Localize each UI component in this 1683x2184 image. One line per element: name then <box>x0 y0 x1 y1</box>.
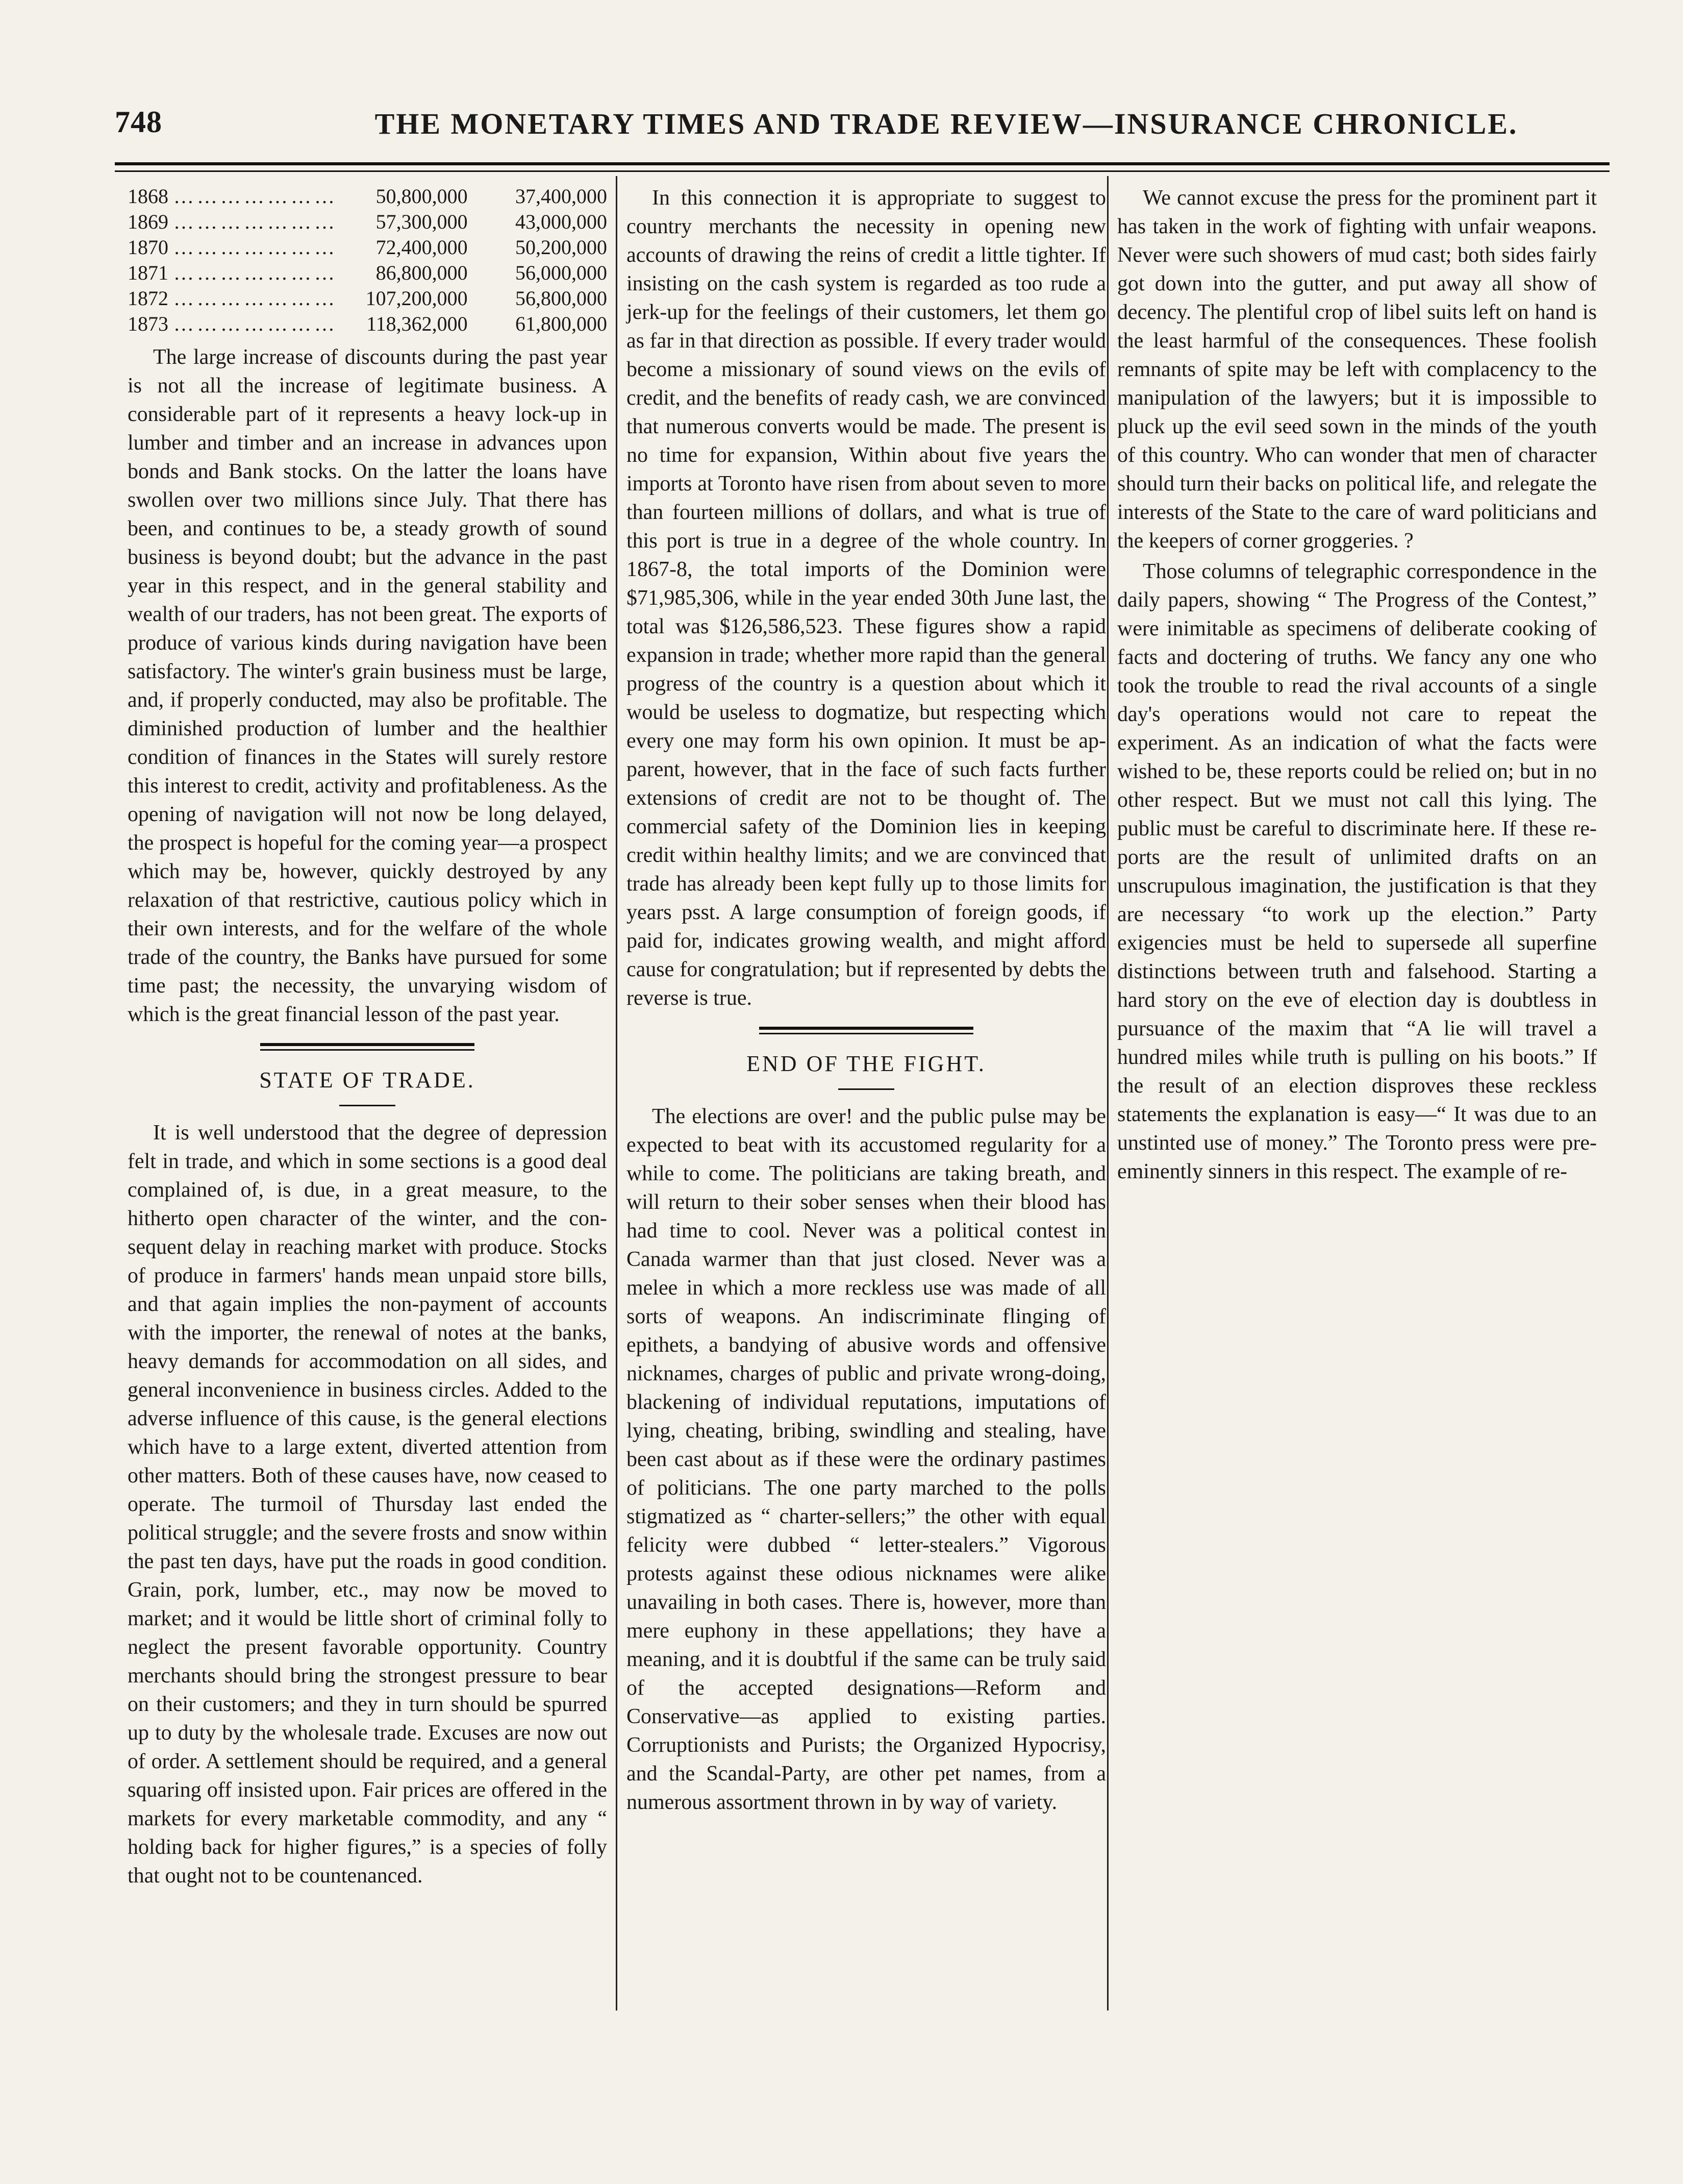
article-paragraph: We cannot excuse the press for the prominent part it has taken in the work of fighting with unfair weapons. Never were such showers of mud cast; both sides fairly got down into the gutter, and put away all show of decency. The plentiful crop of libel suits left on hand is the least harmful of the consequences. These foolish remnants of spite may be left with complacency to the manipulation of the lawyers; but it is impossible to pluck up the evil seed sown in the minds of the youth of this country. Who can wonder that men of character should turn their backs on political life, and relegate the interests of the State to the care of ward politicians and the keepers of corner groggeries. ? <box>1117 186 1597 553</box>
table-value-2: 50,200,000 <box>515 236 607 259</box>
table-value-2: 37,400,000 <box>515 185 607 208</box>
column-3 <box>1117 184 1597 1186</box>
table-value-1: 118,362,000 <box>366 312 468 335</box>
column-divider-1 <box>616 176 617 2011</box>
running-title: THE MONETARY TIMES AND TRADE REVIEW—INSURANCE CHRONICLE. <box>374 107 1518 140</box>
section-title-end-of-the-fight: END OF THE FIGHT. <box>746 1051 986 1076</box>
table-value-1: 107,200,000 <box>365 287 468 310</box>
table-value-2: 56,800,000 <box>515 287 607 310</box>
table-year: 1869 <box>128 210 168 233</box>
table-value-1: 50,800,000 <box>375 185 468 208</box>
table-row <box>128 235 607 260</box>
table-year: 1870 <box>128 236 168 259</box>
title-rule <box>838 1088 894 1090</box>
leader-dots: ………………… <box>173 287 338 310</box>
column-1 <box>128 184 607 1890</box>
leader-dots: ………………… <box>173 210 338 233</box>
article-paragraph: The large increase of discounts during the past year is not all the increase of legitimate business. A considerable part of it represents a heavy lock-up in lumber and timber and an increase in advances upon bonds and Bank stocks. On the latter the loans have swollen over two millions since July. That there has been, and continues to be, a steady growth of sound business is beyond doubt; but the advance in the past year in this respect, and in the general stability and wealth of our traders, has not been great. The exports of produce of various kinds during navigation have been satisfactory. The winter's grain business must be large, and, if properly conducted, may also be profitable. The diminished production of lumber and the healthier condition of finances in the States will surely restore this interest to credit, activity and profitableness. As the opening of navigation will not now be long delayed, the prospect is hopeful for the coming year—a prospect which may be, however, quickly destroyed by any relaxation of that restrictive, cautious policy which in their own interests, and for the welfare of the whole trade of the country, the Banks have pursued for some time past; the necessity, the unvarying wisdom of which is the great financial lesson of the past year. <box>128 345 607 1026</box>
table-value-1: 86,800,000 <box>375 261 468 284</box>
table-year: 1872 <box>128 287 168 310</box>
table-value-2: 43,000,000 <box>515 210 607 233</box>
table-row <box>128 286 607 311</box>
table-row <box>128 184 607 209</box>
header-rule-thin <box>115 170 1610 172</box>
table-row <box>128 209 607 235</box>
title-rule <box>339 1105 395 1106</box>
leader-dots: ………………… <box>173 236 338 259</box>
article-paragraph: It is well understood that the degree of depression felt in trade, and which in some sections is a good deal complained of, is due, in a great measure, to the hitherto open character of the winter, and the consequent delay in reaching market with produce. Stocks of produce in farmers' hands mean unpaid store bills, and that again implies the non-payment of accounts with the importer, the renewal of notes at the banks, heavy demands for accommodation on all sides, and general inconvenience in business circles. Added to the adverse influence of this cause, is the general elections which have to a large extent, diverted attention from other matters. Both of these causes have, now ceased to operate. The turmoil of Thursday last ended the political struggle; and the severe frosts and snow within the past ten days, have put the roads in good condition. Grain, pork, lumber, etc., may now be moved to market; and it would be little short of criminal folly to neglect the present favorable opportunity. Country merchants should bring the strongest pressure to bear on their customers; and they in turn should be spurred up to duty by the wholesale trade. Excuses are now out of order. A settlement should be required, and a general squaring off insisted upon. Fair prices are offered in the markets for every marketable commodity, and any “ holding back for higher figures,” is a species of folly that ought not to be countenanced. <box>128 1121 607 1888</box>
leader-dots: ………………… <box>173 261 338 284</box>
table-year: 1871 <box>128 261 168 284</box>
header-rule-thick <box>115 162 1610 165</box>
page-number: 748 <box>115 105 162 139</box>
column-2 <box>626 184 1106 1817</box>
table-value-1: 72,400,000 <box>375 236 468 259</box>
article-paragraph: Those columns of telegraphic correspondence in the daily papers, showing “ The Progress of the Contest,” were inimitable as specimens of deliberate cooking of facts and doctering of truths. We fancy any one who took the trouble to read the rival accounts of a single day's operations would not care to repeat the experiment. As an indication of what the facts were wished to be, these reports could be relied on; but in no other respect. But we must not call this lying. The public must be careful to discriminate here. If these reports are the result of unlimited drafts on an unscrupulous imagination, the justification is that they are necessary “to work up the election.” Party exigencies must be held to supersede all superfine distinctions between truth and falsehood. Starting a hard story on the eve of election day is doubtless in pursuance of the maxim that “A lie will travel a hundred miles while truth is pulling on his boots.” If the result of an election disproves these reckless statements the explanation is easy—“ It was due to an unstinted use of money.” The Toronto press were pre-eminently sinners in this respect. The example of re- <box>1117 560 1597 1183</box>
table-year: 1868 <box>128 185 168 208</box>
page-header <box>115 105 1615 145</box>
leader-dots: ………………… <box>173 185 338 208</box>
article-paragraph: In this connection it is appropriate to suggest to country merchants the necessity in opening new accounts of drawing the reins of credit a little tighter. If insisting on the cash system is regarded as too rude a jerk-up for the feelings of their customers, let them go as far in that direction as possible. If every trader would become a missionary of sound views on the evils of credit, and the benefits of ready cash, we are convinced that numerous converts would be made. The present is no time for expansion, Within about five years the imports at Toronto have risen from about seven to more than fourteen millions of dollars, and what is true of this port is true in a degree of the whole country. In 1867-8, the total imports of the Dominion were $71,985,306, while in the year ended 30th June last, the total was $126,586,523. These figures show a rapid expansion in trade; whether more rapid than the general progress of the country is a question about which it would be useless to dogmatize, but respecting which every one may form his own opinion. It must be apparent, however, that in the face of such facts further extensions of credit are not to be thought of. The commercial safety of the Dominion lies in keeping credit within healthy limits; and we are convinced that trade has already been kept fully up to those limits for years psst. A large consumption of foreign goods, if paid for, indicates growing wealth, and might afford cause for congratulation; but if represented by debts the reverse is true. <box>626 186 1106 1010</box>
leader-dots: ………………… <box>173 312 338 335</box>
section-title-state-of-trade: STATE OF TRADE. <box>259 1068 475 1093</box>
section-divider <box>626 1027 1106 1034</box>
table-value-2: 61,800,000 <box>515 312 607 335</box>
table-year: 1873 <box>128 312 168 335</box>
table-row <box>128 260 607 286</box>
section-divider <box>128 1043 607 1051</box>
table-row <box>128 311 607 337</box>
statistics-table <box>128 184 607 337</box>
column-divider-2 <box>1107 176 1109 2011</box>
table-value-1: 57,300,000 <box>375 210 468 233</box>
table-value-2: 56,000,000 <box>515 261 607 284</box>
article-paragraph: The elections are over! and the public pulse may be expected to beat with its accustomed regularity for a while to come. The politicians are taking breath, and will return to their sober senses when their blood has had time to cool. Never was a political contest in Canada warmer than that just closed. Never was a melee in which a more reckless use was made of all sorts of weapons. An indiscriminate flinging of epithets, a bandying of abusive words and offensive nicknames, charges of public and private wrong-doing, blackening of individual reputations, imputations of lying, cheating, bribing, swindling and stealing, have been cast about as if these were the ordinary pastimes of politicians. The one party marched to the polls stigmatized as “ charter-sellers;” the other with equal felicity were dubbed “ letter-stealers.” Vigorous protests against these odious nicknames were alike unavailing in both cases. There is, however, more than mere euphony in these appellations; they have a meaning, and it is doubtful if the same can be truly said of the accepted designations—Reform and Conservative—as applied to existing parties. Corruptionists and Purists; the Organized Hypocrisy, and the Scandal-Party, are other pet names, from a numerous assortment thrown in by way of variety. <box>626 1105 1106 1814</box>
